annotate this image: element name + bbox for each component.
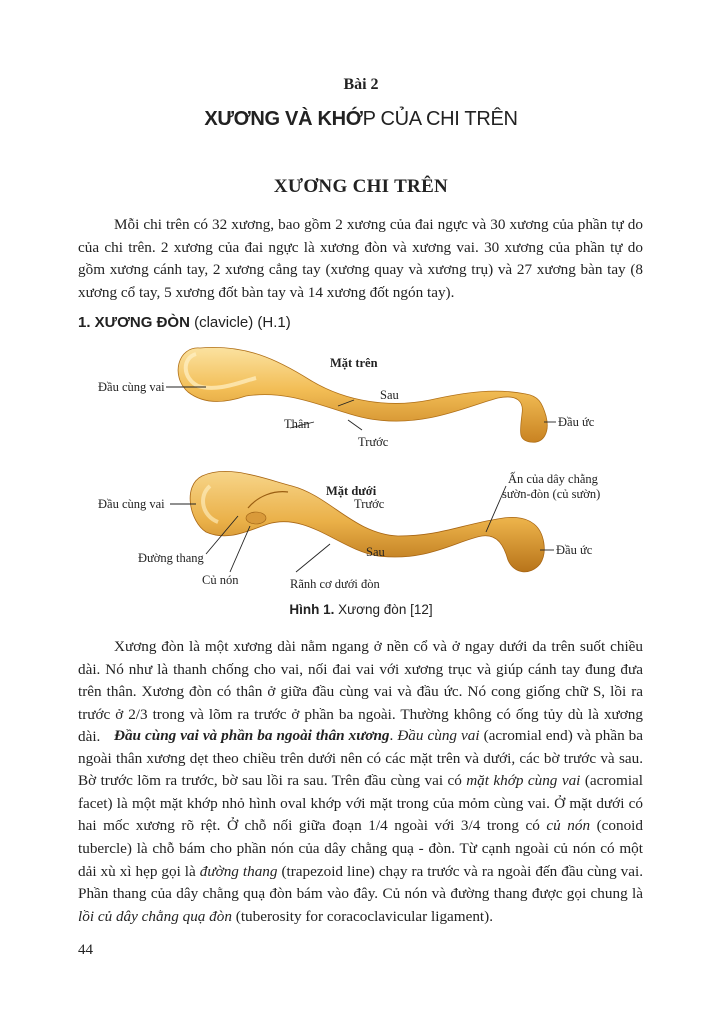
- heading-clavicle-title: 1. XƯƠNG ĐÒN: [78, 314, 190, 331]
- label-bottom-impression-line1: Ấn của dây chằng: [508, 472, 598, 486]
- figure-caption-label: Hình 1.: [289, 602, 335, 617]
- term-acromial-facet: mặt khớp cùng vai: [466, 772, 581, 790]
- label-bottom-acromial-end: Đầu cùng vai: [98, 497, 165, 511]
- label-bottom-trapezoid-line: Đường thang: [138, 551, 204, 565]
- label-bottom-sternal-end: Đầu ức: [556, 543, 593, 557]
- section-title: XƯƠNG CHI TRÊN: [273, 176, 449, 197]
- label-bottom-anterior: Trước: [354, 497, 385, 511]
- text-run: (tuberosity for coracoclavicular ligament).: [231, 907, 493, 925]
- label-top-body: Thân: [284, 417, 310, 431]
- term-acromial-end: Đầu cùng vai: [397, 727, 480, 744]
- label-top-anterior: Trước: [358, 435, 389, 449]
- label-bottom-impression-line2: sườn-đòn (củ sườn): [502, 487, 601, 501]
- label-top-acromial-end: Đầu cùng vai: [98, 380, 165, 394]
- text-run: (acromial facet) là một mặt khớp nhỏ hình oval khớp với mặt trong của mỏm cùng vai. Ở mặt dưới có hai mốc xương rõ rệt. Ở chỗ nối giữa đoạn 1/4 ngoài với 3/4 trong có: [78, 772, 643, 835]
- heading-clavicle: [78, 314, 291, 331]
- text-run: (conoid tubercle) là chỗ bám cho phần nón của dây chằng quạ - đòn. Từ cạnh ngoài củ nón có một dải xù xì hẹp gọi là: [78, 817, 643, 880]
- paragraph-acromial-end: [78, 725, 643, 928]
- conoid-tubercle-mark: [246, 512, 266, 524]
- label-bottom-conoid-tubercle: Củ nón: [202, 573, 239, 587]
- bottom-view-title: Mặt dưới: [326, 484, 377, 498]
- text-run: .: [389, 727, 398, 744]
- term-coracoclavicular-tuberosity: lồi củ dây chằng quạ đòn: [78, 907, 232, 925]
- paragraph-lead-heading: Đầu cùng vai và phần ba ngoài thân xương: [114, 727, 390, 744]
- page-number: 44: [78, 942, 93, 958]
- clavicle-figure: [78, 336, 648, 596]
- lesson-number: Bài 2: [343, 76, 379, 93]
- text-run: (trapezoid line) chạy ra trước và ra ngoài đến đầu cùng vai. Phần thang của dây chằng quạ đòn bám vào đây. Củ nón và đường thang được gọi chung là: [78, 862, 643, 903]
- label-bottom-posterior: Sau: [366, 545, 385, 559]
- paragraph-clavicle-description: Xương đòn là một xương dài nằm ngang ở nền cổ và ở ngay dưới da trên suốt chiều dài. Nó như là thanh chống cho vai, nối đai vai với xương trục và giúp cánh tay đung đưa trên thân. Xương đòn có thân ở giữa đầu cùng vai và đầu ức. Nó cong giống chữ S, lồi ra trước ở 2/3 trong và lõm ra trước ở phần ba ngoài. Thường không có ống tủy dù là xương dài.: [78, 638, 643, 746]
- top-view-title: Mặt trên: [330, 356, 378, 370]
- chapter-title: [0, 108, 722, 131]
- label-top-posterior: Sau: [380, 388, 399, 402]
- label-top-sternal-end: Đầu ức: [558, 415, 595, 429]
- intro-paragraph: Mỗi chi trên có 32 xương, bao gồm 2 xương của đai ngực và 30 xương của phần tự do của chi trên. 2 xương của đai ngực là xương đòn và xương vai. 30 xương của phần tự do gồm xương cánh tay, 2 xương cẳng tay (xương quay và xương trụ) và 27 xương bàn tay (8 xương cổ tay, 5 xương đốt bàn tay và 14 xương đốt ngón tay).: [78, 216, 643, 301]
- term-conoid-tubercle: củ nón: [546, 817, 591, 835]
- label-bottom-subclavian-groove: Rãnh cơ dưới đòn: [290, 577, 380, 591]
- term-trapezoid-line: đường thang: [199, 862, 278, 880]
- figure-caption-text: Xương đòn [12]: [334, 602, 433, 617]
- figure-caption: [0, 602, 722, 617]
- heading-clavicle-rest: (clavicle) (H.1): [189, 314, 291, 331]
- text-run: (acromial end) và phần ba ngoài thân xương dẹt theo chiều trên dưới nên có các mặt trên và dưới, các bờ trước và sau. Bờ trước lõm ra trước, bờ sau lồi ra sau. Trên đầu cùng vai có: [78, 727, 644, 790]
- chapter-title-rest-part: P CỦA CHI TRÊN: [362, 108, 518, 130]
- chapter-title-bold-part: XƯƠNG VÀ KHỚ: [204, 108, 363, 130]
